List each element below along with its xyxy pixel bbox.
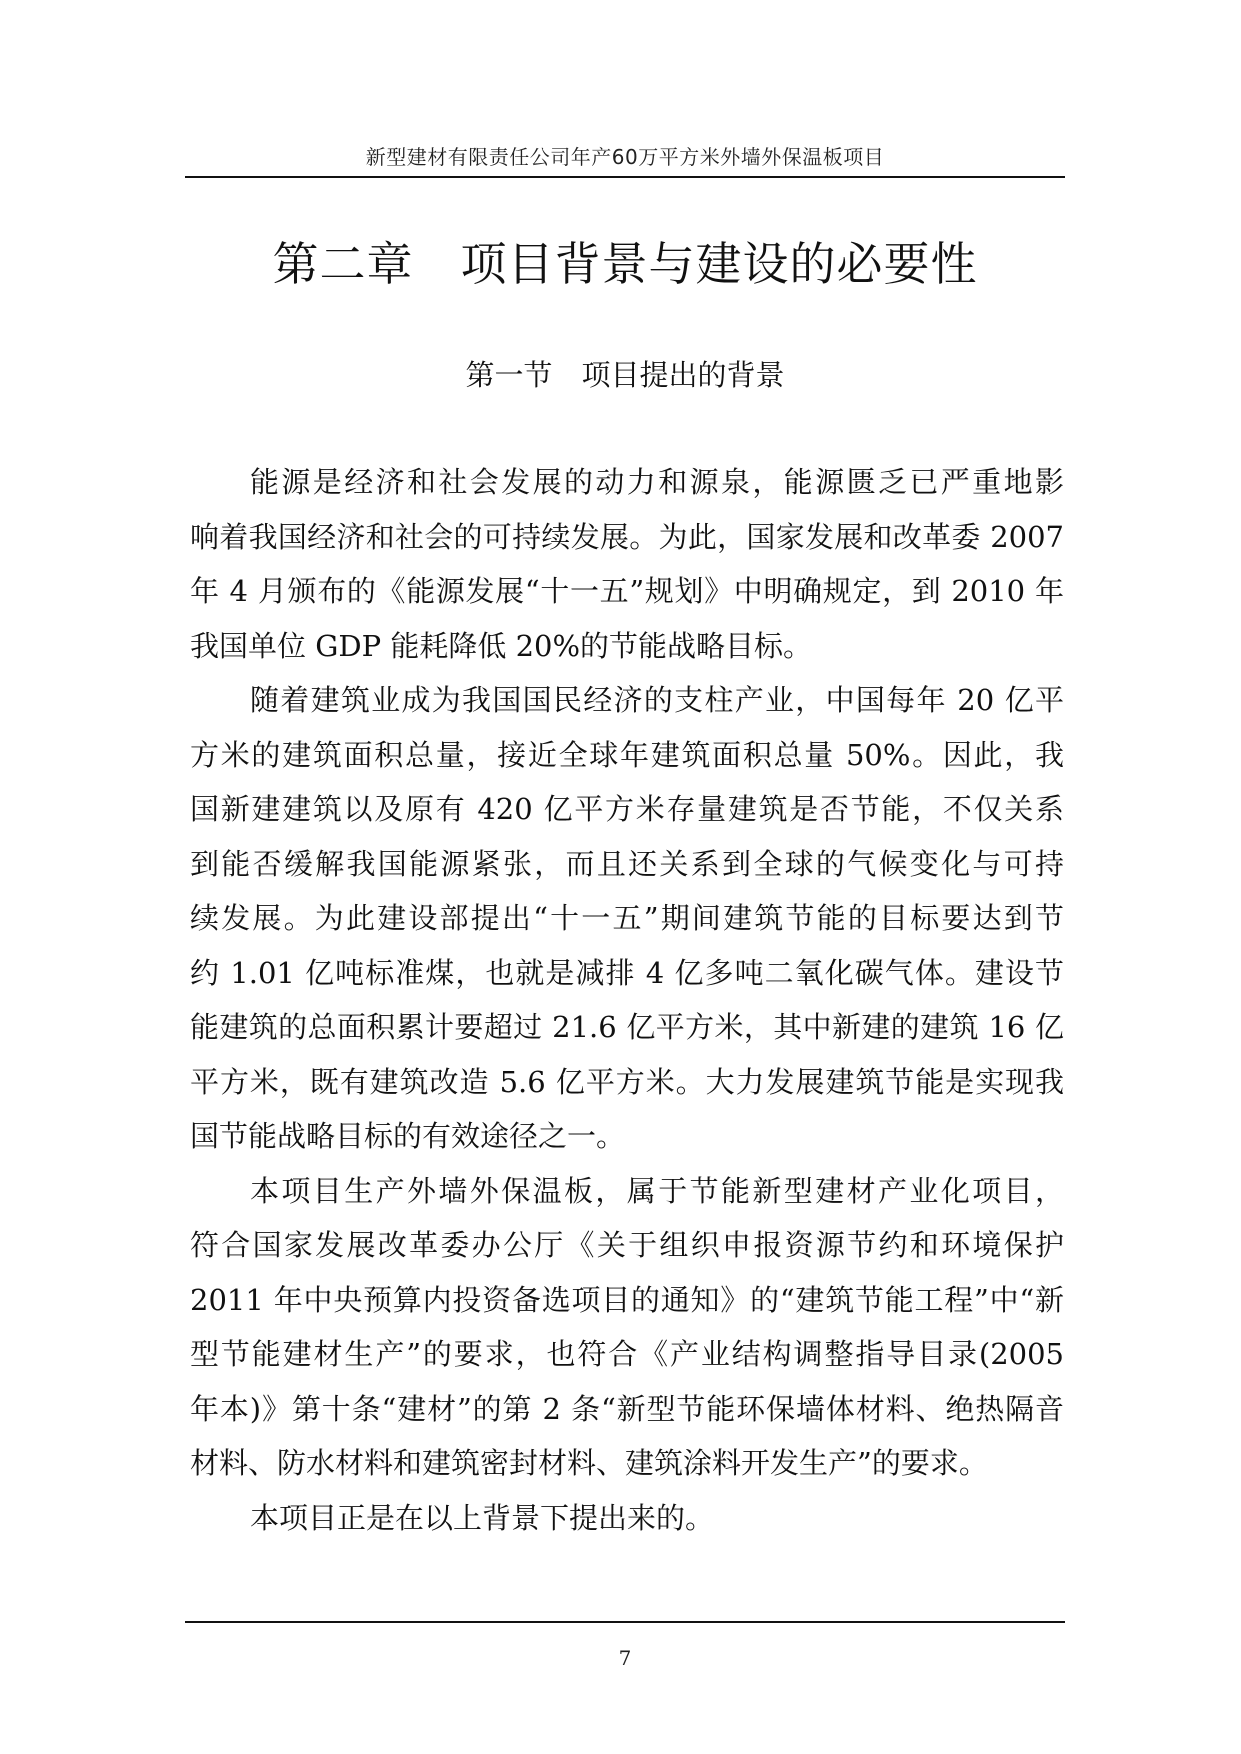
text-line: 本项目生产外墙外保温板，属于节能新型建材产业化项目， — [250, 1173, 1064, 1208]
text-line: 2011 年中央预算内投资备选项目的通知》的“建筑节能工程”中“新 — [190, 1282, 1064, 1317]
footer-rule — [185, 1621, 1065, 1623]
paragraph-4 — [190, 1491, 1064, 1546]
text-line: 方米的建筑面积总量，接近全球年建筑面积总量 50%。因此，我 — [190, 737, 1064, 772]
text-line: 能源是经济和社会发展的动力和源泉，能源匮乏已严重地影 — [250, 465, 1064, 499]
paragraph-3 — [190, 1164, 1064, 1491]
text-line: 国节能战略目标的有效途径之一。 — [190, 1119, 626, 1153]
chapter-title: 第二章 项目背景与建设的必要性 — [272, 237, 978, 291]
paragraph-2 — [190, 673, 1064, 1164]
text-line: 年 4 月颁布的《能源发展“十一五”规划》中明确规定，到 2010 年 — [190, 574, 1064, 608]
body-text — [190, 455, 1064, 1545]
section-title: 第一节 项目提出的背景 — [465, 358, 785, 392]
text-line: 到能否缓解我国能源紧张，而且还关系到全球的气候变化与可持 — [190, 846, 1064, 881]
text-line: 续发展。为此建设部提出“十一五”期间建筑节能的目标要达到节 — [190, 901, 1064, 935]
text-line: 随着建筑业成为我国国民经济的支柱产业，中国每年 20 亿平 — [250, 683, 1064, 717]
text-line: 约 1.01 亿吨标准煤，也就是减排 4 亿多吨二氧化碳气体。建设节 — [190, 955, 1064, 990]
text-line: 年本)》第十条“建材”的第 2 条“新型节能环保墙体材料、绝热隔音 — [190, 1391, 1064, 1426]
text-line: 符合国家发展改革委办公厅《关于组织申报资源节约和环境保护 — [190, 1228, 1064, 1262]
text-line: 本项目正是在以上背景下提出来的。 — [250, 1500, 715, 1535]
page-number: 7 — [618, 1646, 632, 1670]
text-line: 国新建建筑以及原有 420 亿平方米存量建筑是否节能，不仅关系 — [190, 792, 1064, 826]
paragraph-1 — [190, 455, 1064, 673]
text-line: 响着我国经济和社会的可持续发展。为此，国家发展和改革委 2007 — [190, 519, 1064, 554]
text-line: 能建筑的总面积累计要超过 21.6 亿平方米，其中新建的建筑 16 亿 — [190, 1010, 1064, 1044]
header-rule — [185, 176, 1065, 178]
text-line: 材料、防水材料和建筑密封材料、建筑涂料开发生产”的要求。 — [190, 1446, 988, 1480]
text-line: 平方米，既有建筑改造 5.6 亿平方米。大力发展建筑节能是实现我 — [190, 1064, 1064, 1099]
running-header: 新型建材有限责任公司年产60万平方米外墙外保温板项目 — [365, 145, 885, 169]
text-line: 我国单位 GDP 能耗降低 20%的节能战略目标。 — [190, 628, 813, 663]
text-line: 型节能建材生产”的要求，也符合《产业结构调整指导目录(2005 — [190, 1337, 1064, 1371]
